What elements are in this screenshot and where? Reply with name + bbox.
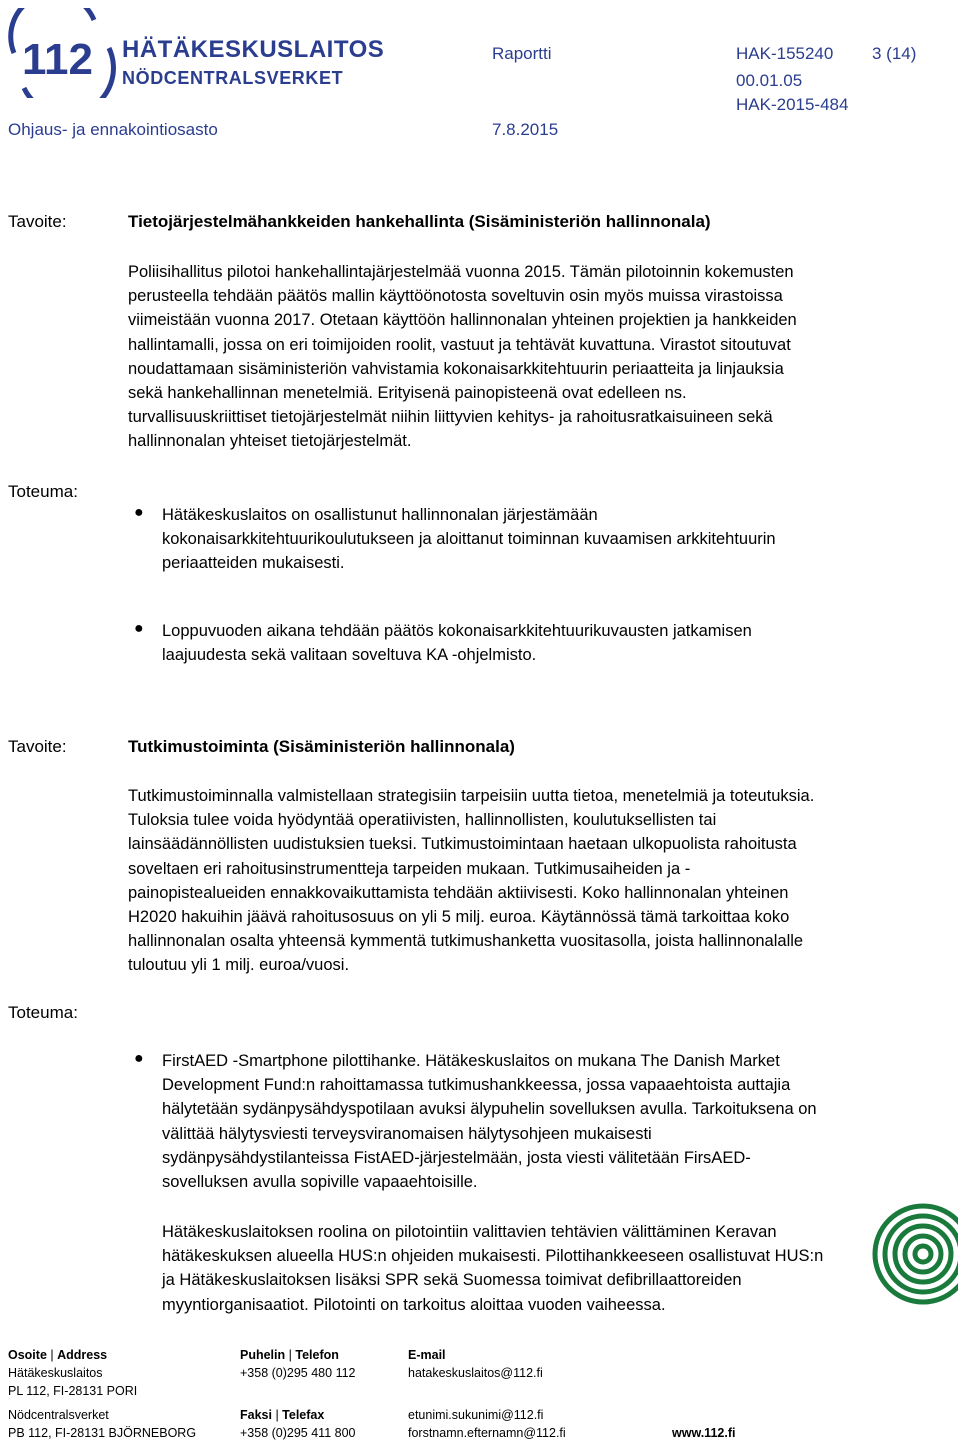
phone-heading-sv: Telefon [295, 1348, 339, 1362]
address-heading: Osoite [8, 1348, 47, 1362]
logo [4, 8, 385, 98]
address-sv: PB 112, FI-28131 BJÖRNEBORG [8, 1426, 197, 1440]
text-line: soveltaen eri rahoitusinstrumentteja tarpeiden mukaan. Tutkimusaiheiden ja - [128, 859, 691, 878]
text-line: tuloutuu yli 1 milj. euroa/vuosi. [128, 956, 350, 975]
page-number: 3 (14) [872, 44, 917, 63]
phone-heading: Puhelin [240, 1348, 286, 1362]
text-line: sovelluksen avulla sopiville vapaaehtoisille. [162, 1173, 478, 1192]
text-line: Development Fund:n rahoittamassa tutkimushankkeessa, jossa vapaaehtoista auttajia [162, 1076, 791, 1095]
footer-email [408, 1346, 608, 1382]
result-label: Toteuma: [8, 1003, 78, 1022]
logo-mark-icon [4, 8, 124, 98]
section-title: Tutkimustoiminta (Sisäministeriön hallinnonala) [128, 737, 515, 756]
goal-paragraph [128, 260, 928, 454]
text-line: hallintamalli, jossa on eri toimijoiden roolit, vastuut ja tehtävät kuvattuna. Virastot sitoutuvat [128, 335, 791, 354]
case-id: HAK-2015-484 [736, 95, 849, 114]
footer-phone: Puhelin | Telefon +358 (0)295 480 112 [240, 1346, 400, 1382]
text-line: painopistealueiden ennakkovaikuttamista tehdään aktiivisesti. Koko hallinnonalan yhteinen [128, 883, 789, 902]
email-pattern: etunimi.sukunimi@112.fi [408, 1408, 544, 1422]
text-line: H2020 hakuihin jäävä rahoitusosuus on yli 5 milj. euroa. Käytännössä tämä tarkoittaa koko [128, 908, 790, 927]
doc-version: 00.01.05 [736, 71, 803, 90]
list-item [162, 619, 942, 667]
text-line: Tutkimustoiminnalla valmistellaan strategisiin tarpeisiin uutta tietoa, menetelmiä ja toteutuksia. [128, 787, 815, 805]
email-heading: E-mail [408, 1348, 446, 1362]
text-line: Tuloksia tulee voida hyödyntää operatiivisten, hallinnollisten, koulutuksellisten tai [128, 811, 717, 830]
email-pattern-sv: forstnamn.efternamn@112.fi [408, 1426, 566, 1440]
doc-type: Raportti [492, 44, 552, 63]
result-label: Toteuma: [8, 482, 78, 501]
org-sv: Nödcentralsverket [8, 1408, 109, 1422]
logo-number: 112 [22, 35, 93, 84]
fax-heading-sv: Telefax [282, 1408, 325, 1422]
section-title: Tietojärjestelmähankkeiden hankehallinta (Sisäministeriön hallinnonala) [128, 212, 711, 231]
logo-name-fi: HÄTÄKESKUSLAITOS [122, 36, 385, 63]
pilot-paragraph [162, 1220, 922, 1317]
text-line: noudattamaan sisäministeriön vahvistamia kokonaisarkkitehtuurin periaatteita ja linjauksia [128, 359, 784, 378]
text-line: periaatteiden mukaisesti. [162, 554, 345, 573]
text-line: välittää hälytysviesti terveysviranomaisen hälytysohjeen mukaisesti [162, 1124, 652, 1143]
goal-paragraph [128, 784, 928, 978]
bullet-icon: ● [134, 504, 144, 521]
fax-number: +358 (0)295 411 800 [240, 1426, 356, 1440]
department: Ohjaus- ja ennakointiosasto [8, 120, 218, 139]
bullet-icon: ● [134, 620, 144, 637]
text-line: viimeistään vuonna 2017. Otetaan käyttöön hallinnonalan yhteinen projektien ja hankkeiden [128, 311, 797, 330]
website-link[interactable]: www.112.fi [672, 1426, 736, 1440]
list-item [162, 1049, 942, 1194]
text-line: hätäkeskuksen alueella HUS:n ohjeiden mukaisesti. Pilottihankkeeseen osallistuvat HUS:n [162, 1247, 824, 1266]
footer-address-sv [8, 1406, 238, 1442]
fax-heading: Faksi [240, 1408, 272, 1422]
text-line: Loppuvuoden aikana tehdään päätös kokonaisarkkitehtuurikuvausten jatkamisen [162, 622, 752, 640]
phone-number: +358 (0)295 480 112 [240, 1366, 356, 1380]
text-line: FirstAED -Smartphone pilottihanke. Hätäkeskuslaitos on mukana The Danish Market [162, 1052, 780, 1070]
footer-fax: Faksi | Telefax +358 (0)295 411 800 [240, 1406, 400, 1442]
doc-date: 7.8.2015 [492, 120, 559, 139]
footer-address: Osoite | Address Hätäkeskuslaitos PL 112, FI-28131 PORI [8, 1346, 238, 1400]
swirl-watermark-icon [868, 1196, 958, 1330]
text-line: Hätäkeskuslaitoksen roolina on pilotointiin valittavien tehtävien välittäminen Keravan [162, 1223, 777, 1241]
text-line: sekä hankehallinnan menetelmiä. Erityisenä painopisteenä ovat edelleen ns. [128, 384, 687, 403]
text-line: myyntiorganisaatiot. Pilotointi on tarkoitus aloittaa vuoden vaiheessa. [162, 1295, 666, 1314]
doc-id: HAK-155240 [736, 44, 834, 63]
org-fi: Hätäkeskuslaitos [8, 1366, 103, 1380]
goal-label: Tavoite: [8, 737, 67, 756]
list-item [162, 503, 942, 576]
text-line: hallinnonalan yhteiset tietojärjestelmät. [128, 432, 412, 451]
footer-email-pattern [408, 1406, 608, 1442]
text-line: perusteella tehdään päätös mallin käyttöönotosta soveltuvin osin myös muissa virastoissa [128, 287, 783, 306]
text-line: Poliisihallitus pilotoi hankehallintajärjestelmää vuonna 2015. Tämän pilotoinnin kokemusten [128, 263, 794, 281]
text-line: hallinnonalan osalta yhteensä kymmentä tutkimushanketta vuositasolla, joista hallinnonalalle [128, 932, 804, 951]
text-line: turvallisuuskriittiset tietojärjestelmät niihin liittyvien kehitys- ja rahoitusratkaisuineen sekä [128, 408, 773, 427]
text-line: lainsäädännöllisten uudistuksien tueksi. Tutkimustoimintaan haetaan ulkopuolista rahoitusta [128, 835, 797, 854]
address-heading-sv: Address [57, 1348, 108, 1362]
text-line: Hätäkeskuslaitos on osallistunut hallinnonalan järjestämään [162, 506, 598, 524]
email-address[interactable]: hatakeskuslaitos@112.fi [408, 1366, 543, 1380]
address-fi: PL 112, FI-28131 PORI [8, 1384, 138, 1398]
bullet-icon: ● [134, 1050, 144, 1067]
text-line: sydänpysähdystilanteissa FistAED-järjestelmään, josta viesti välitetään FirsAED- [162, 1148, 751, 1167]
goal-label: Tavoite: [8, 212, 67, 231]
text-line: ja Hätäkeskuslaitoksen lisäksi SPR sekä Suomessa toimivat defibrillaattoreiden [162, 1271, 742, 1290]
logo-name-sv: NÖDCENTRALSVERKET [122, 68, 344, 88]
text-line: hälytetään sydänpysähdyspotilaan avuksi älypuhelin sovelluksen avulla. Tarkoituksena on [162, 1100, 817, 1119]
text-line: kokonaisarkkitehtuurikoulutukseen ja aloittanut toiminnan kuvaamisen arkkitehtuurin [162, 530, 776, 549]
text-line: laajuudesta sekä valitaan soveltuva KA -ohjelmisto. [162, 646, 537, 665]
